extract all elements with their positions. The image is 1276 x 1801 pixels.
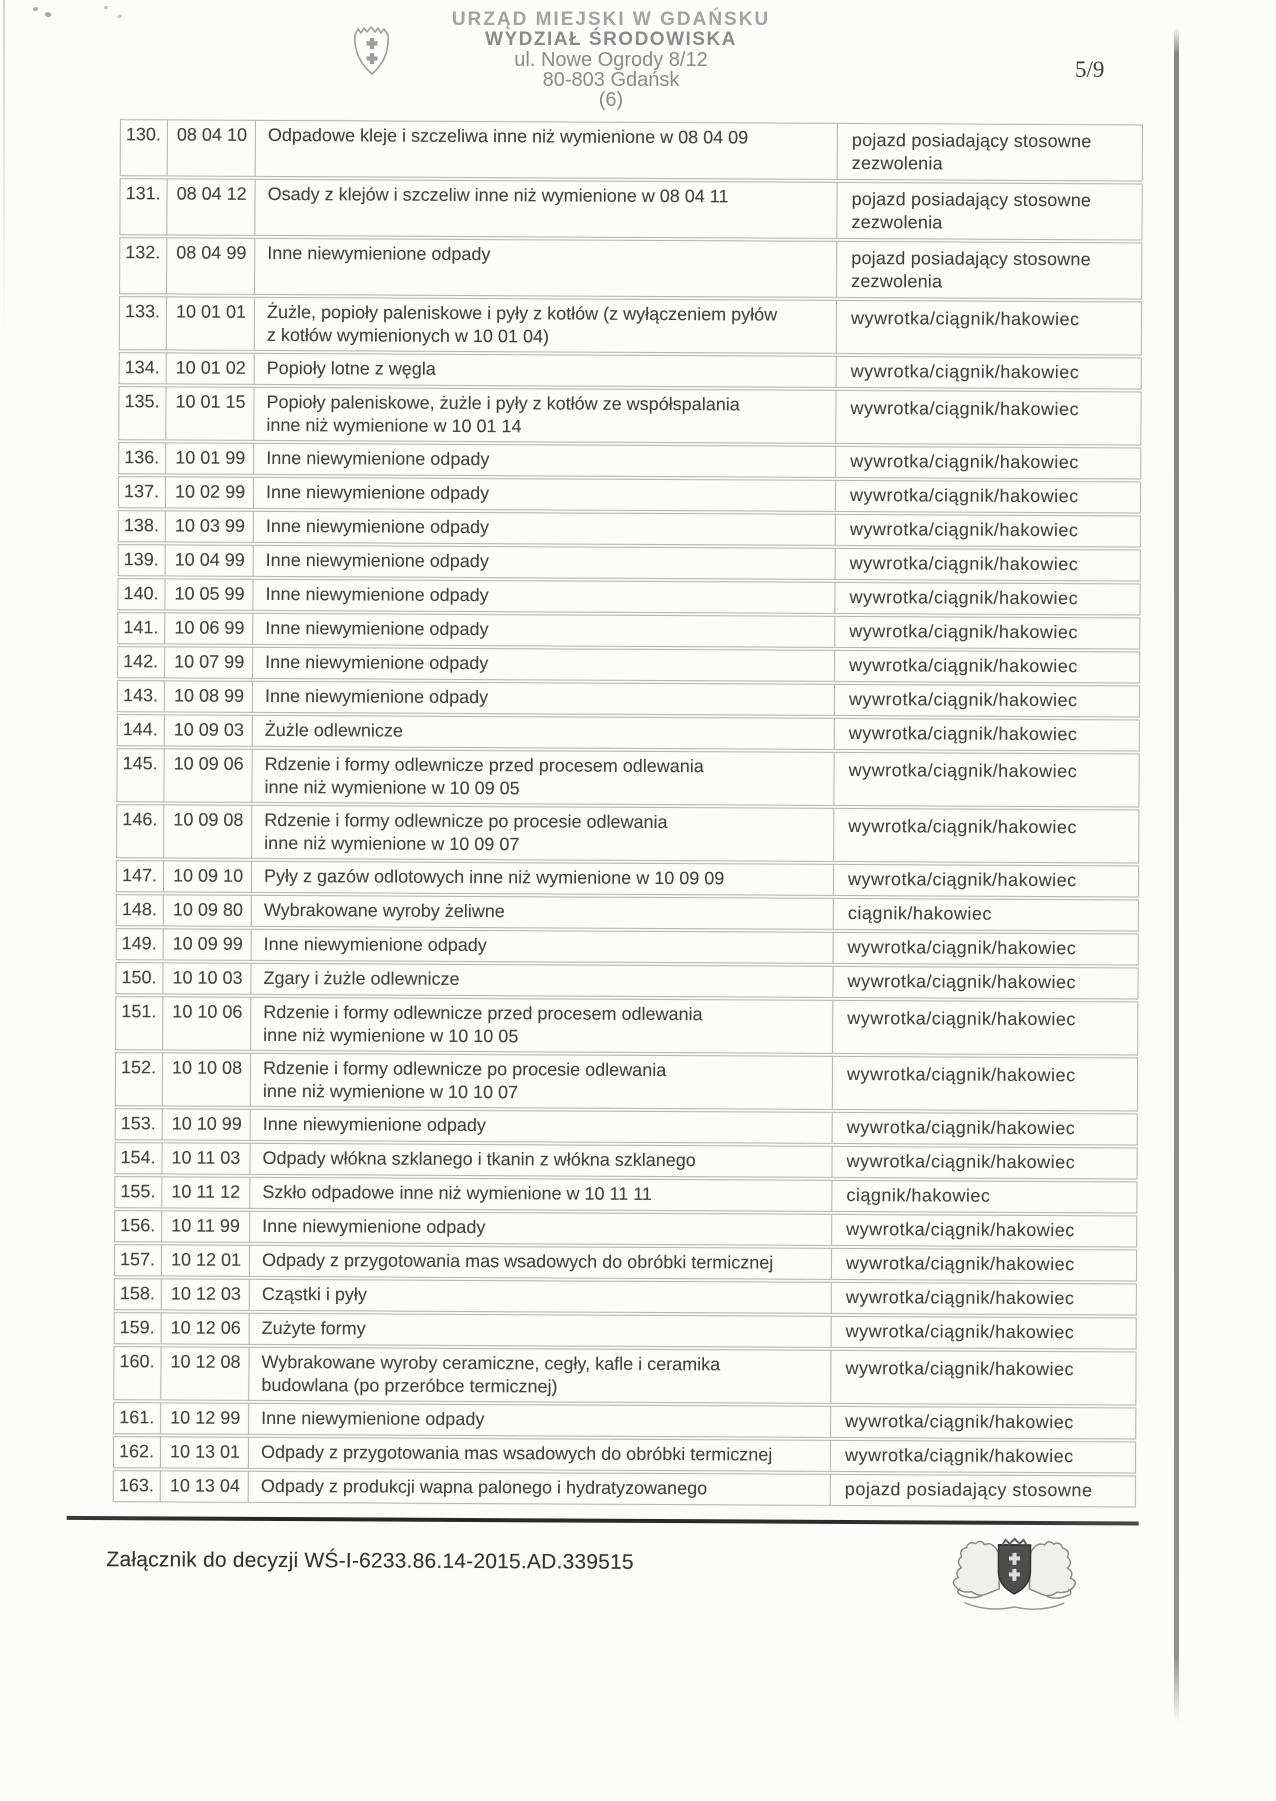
row-number: 147. [116, 860, 163, 892]
stamp-number: (6) [598, 89, 624, 111]
table-row [117, 646, 1140, 683]
waste-description: Rdzenie i formy odlewnicze przed procesem odlewania inne niż wymienione w 10 09 05 [251, 749, 833, 806]
waste-description: Inne niewymienione odpady [250, 1109, 832, 1144]
transport-method: wywrotka/ciągnik/hakowiec [835, 548, 1141, 582]
row-number: 150. [115, 962, 162, 994]
stamp-city: 80-803 Gdańsk [542, 69, 680, 91]
waste-description: Inne niewymienione odpady [252, 647, 834, 682]
waste-code: 10 11 12 [161, 1176, 249, 1208]
table-row [119, 352, 1142, 389]
row-number: 140. [117, 578, 164, 610]
row-number: 138. [118, 510, 165, 542]
waste-code: 10 12 01 [161, 1244, 249, 1276]
waste-code: 10 12 06 [161, 1312, 249, 1344]
row-number: 161. [113, 1402, 160, 1434]
transport-method: wywrotka/ciągnik/hakowiec [833, 752, 1139, 808]
waste-description: Odpady z przygotowania mas wsadowych do obróbki termicznej [248, 1437, 830, 1472]
page-number: 5/9 [1075, 57, 1105, 82]
waste-code: 10 09 08 [163, 804, 251, 858]
waste-description: Rdzenie i formy odlewnicze po procesie odlewania inne niż wymienione w 10 10 07 [250, 1053, 832, 1110]
waste-code: 10 01 01 [166, 296, 254, 350]
waste-description: Inne niewymienione odpady [253, 477, 835, 512]
row-number: 146. [116, 804, 163, 858]
waste-code: 10 12 99 [160, 1402, 248, 1434]
table-row [113, 1346, 1136, 1405]
gdansk-coat-of-arms-icon [950, 1537, 1078, 1622]
waste-description: Rdzenie i formy odlewnicze po procesie odlewania inne niż wymienione w 10 09 07 [251, 805, 833, 862]
attachment-reference: Załącznik do decyzji WŚ-I-6233.86.14-2015.AD.339515 [106, 1548, 634, 1574]
waste-code: 10 01 15 [165, 386, 253, 440]
row-number: 143. [117, 680, 164, 712]
waste-description: Inne niewymienione odpady [249, 1211, 831, 1246]
waste-description: Odpady z przygotowania mas wsadowych do obróbki termicznej [249, 1245, 831, 1280]
waste-description: Zużyte formy [249, 1313, 831, 1348]
table-row [117, 578, 1140, 615]
table-row [116, 748, 1139, 807]
row-number: 137. [118, 476, 165, 508]
row-number: 158. [114, 1278, 161, 1310]
waste-code: 10 09 80 [163, 894, 251, 926]
transport-method: pojazd posiadający stosowne zezwolenia [836, 241, 1142, 300]
row-number: 159. [114, 1312, 161, 1344]
waste-code: 10 13 01 [160, 1436, 248, 1468]
table-row [116, 928, 1139, 965]
waste-code: 10 09 06 [163, 748, 251, 802]
transport-method: wywrotka/ciągnik/hakowiec [832, 1112, 1138, 1146]
waste-description: Żużle, popioły paleniskowe i pyły z kotłów (z wyłączeniem pyłów z kotłów wymienionych w 10 01 04) [254, 297, 836, 354]
waste-code: 10 12 03 [161, 1278, 249, 1310]
waste-code: 10 09 10 [163, 860, 251, 892]
row-number: 133. [119, 296, 166, 350]
transport-method: pojazd posiadający stosowne zezwolenia [836, 182, 1142, 241]
table-row [115, 1108, 1138, 1145]
row-number: 141. [117, 612, 164, 644]
transport-method: wywrotka/ciągnik/hakowiec [832, 966, 1138, 1000]
table-row [116, 860, 1139, 897]
transport-method: pojazd posiadający stosowne [830, 1474, 1136, 1508]
waste-description: Cząstki i pyły [249, 1279, 831, 1314]
transport-method: wywrotka/ciągnik/hakowiec [831, 1248, 1137, 1282]
waste-code: 10 01 99 [165, 442, 253, 474]
table-row [114, 1244, 1137, 1281]
waste-description: Inne niewymienione odpady [248, 1403, 830, 1438]
waste-description: Popioły paleniskowe, żużle i pyły z kotłów ze współspalania inne niż wymienione w 10 01 14 [253, 387, 835, 444]
waste-code: 08 04 12 [166, 178, 254, 235]
waste-code: 10 11 03 [161, 1142, 249, 1174]
table-row [113, 1470, 1136, 1507]
transport-method: wywrotka/ciągnik/hakowiec [830, 1350, 1136, 1406]
waste-code: 10 08 99 [164, 680, 252, 712]
transport-method: wywrotka/ciągnik/hakowiec [830, 1440, 1136, 1474]
table-row [119, 237, 1142, 299]
table-row [118, 544, 1141, 581]
row-number: 131. [119, 178, 166, 235]
row-number: 130. [120, 119, 167, 176]
table-row [115, 1052, 1138, 1111]
waste-description: Szkło odpadowe inne niż wymienione w 10 11 11 [249, 1177, 831, 1212]
table-row [118, 510, 1141, 547]
table-row [113, 1436, 1136, 1473]
waste-code: 10 10 08 [162, 1052, 250, 1106]
transport-method: wywrotka/ciągnik/hakowiec [833, 808, 1139, 864]
waste-description: Inne niewymienione odpady [252, 681, 834, 716]
waste-code: 10 03 99 [165, 510, 253, 542]
waste-description: Inne niewymienione odpady [253, 511, 835, 546]
table-row [113, 1402, 1136, 1439]
transport-method: wywrotka/ciągnik/hakowiec [834, 616, 1140, 650]
table-row [117, 714, 1140, 751]
waste-code: 10 13 04 [160, 1470, 248, 1502]
stamp-office-name: URZĄD MIEJSKI W GDAŃSKU [451, 9, 771, 30]
table-row [115, 996, 1138, 1055]
transport-method: wywrotka/ciągnik/hakowiec [835, 514, 1141, 548]
row-number: 144. [117, 714, 164, 746]
transport-method: wywrotka/ciągnik/hakowiec [831, 1316, 1137, 1350]
row-number: 153. [115, 1108, 162, 1140]
waste-code: 10 05 99 [164, 578, 252, 610]
transport-method: wywrotka/ciągnik/hakowiec [835, 390, 1141, 446]
transport-method: wywrotka/ciągnik/hakowiec [832, 1056, 1138, 1112]
waste-description: Popioły lotne z węgla [254, 353, 836, 388]
waste-code: 10 04 99 [165, 544, 253, 576]
row-number: 163. [113, 1470, 160, 1502]
waste-description: Osady z klejów i szczeliw inne niż wymienione w 08 04 11 [254, 179, 836, 239]
transport-method: wywrotka/ciągnik/hakowiec [833, 932, 1139, 966]
row-number: 160. [113, 1346, 160, 1400]
transport-method: wywrotka/ciągnik/hakowiec [832, 1000, 1138, 1056]
waste-code: 10 10 03 [162, 962, 250, 994]
row-number: 154. [114, 1142, 161, 1174]
waste-description: Inne niewymienione odpady [253, 443, 835, 478]
waste-code: 10 07 99 [164, 646, 252, 678]
row-number: 151. [115, 996, 162, 1050]
transport-method: wywrotka/ciągnik/hakowiec [834, 650, 1140, 684]
waste-code: 10 02 99 [165, 476, 253, 508]
table-row [114, 1142, 1137, 1179]
waste-table-body [113, 119, 1143, 1507]
transport-method: ciągnik/hakowiec [831, 1180, 1137, 1214]
transport-method: wywrotka/ciągnik/hakowiec [835, 480, 1141, 514]
transport-method: pojazd posiadający stosowne zezwolenia [837, 123, 1143, 182]
waste-description: Rdzenie i formy odlewnicze przed procesem odlewania inne niż wymienione w 10 10 05 [250, 997, 832, 1054]
transport-method: wywrotka/ciągnik/hakowiec [836, 356, 1142, 390]
waste-code: 10 01 02 [166, 352, 254, 384]
row-number: 157. [114, 1244, 161, 1276]
table-row [118, 442, 1141, 479]
stamp-department: WYDZIAŁ ŚRODOWISKA [485, 29, 737, 50]
table-row [118, 476, 1141, 513]
waste-code: 08 04 10 [167, 119, 255, 176]
transport-method: wywrotka/ciągnik/hakowiec [831, 1282, 1137, 1316]
waste-description: Inne niewymienione odpady [252, 613, 834, 648]
table-row [114, 1278, 1137, 1315]
row-number: 136. [118, 442, 165, 474]
row-number: 139. [118, 544, 165, 576]
row-number: 135. [118, 386, 165, 440]
row-number: 134. [119, 352, 166, 384]
waste-description: Odpady włókna szklanego i tkanin z włókna szklanego [249, 1143, 831, 1178]
transport-method: ciągnik/hakowiec [833, 898, 1139, 932]
transport-method: wywrotka/ciągnik/hakowiec [834, 684, 1140, 718]
waste-description: Inne niewymienione odpady [253, 545, 835, 580]
waste-code: 10 09 03 [164, 714, 252, 746]
waste-description: Zgary i żużle odlewnicze [250, 963, 832, 998]
waste-description: Odpady z produkcji wapna palonego i hydratyzowanego [248, 1471, 830, 1506]
transport-method: wywrotka/ciągnik/hakowiec [836, 300, 1142, 356]
waste-description: Żużle odlewnicze [252, 715, 834, 750]
row-number: 155. [114, 1176, 161, 1208]
footer-divider-line [67, 1516, 1139, 1526]
transport-method: wywrotka/ciągnik/hakowiec [830, 1406, 1136, 1440]
transport-method: wywrotka/ciągnik/hakowiec [833, 864, 1139, 898]
waste-description: Inne niewymienione odpady [254, 238, 836, 298]
transport-method: wywrotka/ciągnik/hakowiec [834, 718, 1140, 752]
row-number: 132. [119, 237, 166, 294]
waste-codes-table [113, 117, 1143, 1509]
table-row [119, 296, 1142, 355]
stamp-street: ul. Nowe Ogrody 8/12 [514, 49, 708, 71]
table-row [119, 178, 1142, 240]
row-number: 149. [116, 928, 163, 960]
transport-method: wywrotka/ciągnik/hakowiec [831, 1214, 1137, 1248]
transport-method: wywrotka/ciągnik/hakowiec [834, 582, 1140, 616]
waste-code: 08 04 99 [166, 237, 254, 294]
waste-code: 10 12 08 [160, 1346, 248, 1400]
row-number: 152. [115, 1052, 162, 1106]
waste-code: 10 10 99 [162, 1108, 250, 1140]
table-row [117, 612, 1140, 649]
waste-description: Inne niewymienione odpady [252, 579, 834, 614]
waste-code: 10 11 99 [161, 1210, 249, 1242]
table-row [118, 386, 1141, 445]
waste-description: Wybrakowane wyroby żeliwne [251, 895, 833, 930]
waste-description: Wybrakowane wyroby ceramiczne, cegły, kafle i ceramika budowlana (po przeróbce termicznej) [248, 1347, 830, 1404]
table-row [116, 804, 1139, 863]
table-row [114, 1176, 1137, 1213]
table-row [120, 119, 1143, 181]
transport-method: wywrotka/ciągnik/hakowiec [831, 1146, 1137, 1180]
row-number: 142. [117, 646, 164, 678]
transport-method: wywrotka/ciągnik/hakowiec [835, 446, 1141, 480]
table-row [117, 680, 1140, 717]
table-row [116, 894, 1139, 931]
waste-code: 10 10 06 [162, 996, 250, 1050]
row-number: 162. [113, 1436, 160, 1468]
table-row [115, 962, 1138, 999]
waste-description: Pyły z gazów odlotowych inne niż wymienione w 10 09 09 [251, 861, 833, 896]
waste-description: Odpadowe kleje i szczeliwa inne niż wymienione w 08 04 09 [255, 120, 837, 180]
table-row [114, 1210, 1137, 1247]
row-number: 156. [114, 1210, 161, 1242]
waste-code: 10 06 99 [164, 612, 252, 644]
row-number: 148. [116, 894, 163, 926]
table-row [114, 1312, 1137, 1349]
waste-description: Inne niewymienione odpady [251, 929, 833, 964]
row-number: 145. [116, 748, 163, 802]
waste-code: 10 09 99 [163, 928, 251, 960]
